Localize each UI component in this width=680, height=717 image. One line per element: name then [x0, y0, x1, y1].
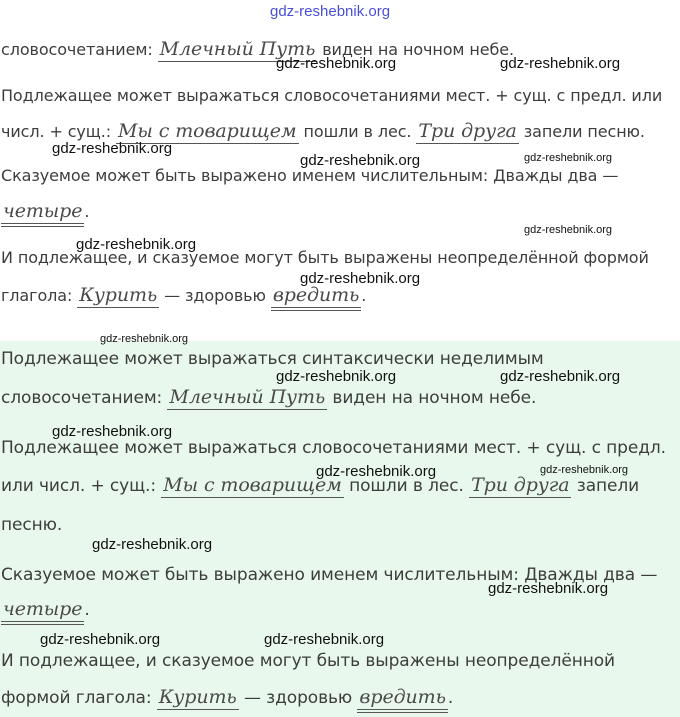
text: — здоровью	[238, 688, 358, 708]
lower-line-2	[1, 386, 536, 410]
watermark: gdz-reshebnik.org	[500, 55, 621, 72]
text: пошли в лес.	[298, 122, 417, 141]
handwritten-subject: Мы с товарищем	[163, 474, 342, 496]
watermark: gdz-reshebnik.org	[52, 423, 173, 440]
text: запели песню.	[518, 122, 645, 141]
handwritten-subject: Млечный Путь	[169, 386, 326, 408]
watermark: gdz-reshebnik.org	[276, 55, 397, 72]
handwritten-subject: Млечный Путь	[159, 38, 316, 60]
watermark: gdz-reshebnik.org	[52, 140, 173, 157]
text: словосочетанием:	[1, 388, 168, 408]
upper-line-2: Подлежащее может выражаться словосочетаниями мест. + сущ. с предл. или	[1, 86, 663, 105]
text: .	[447, 688, 454, 708]
handwritten-subject: Три друга	[418, 120, 517, 142]
watermark: gdz-reshebnik.org	[300, 270, 421, 287]
handwritten-subject: Мы с товарищем	[118, 120, 297, 142]
lower-line-5: песню.	[1, 515, 63, 535]
lower-line-6: Сказуемое может быть выражено именем числительным: Дважды два —	[1, 565, 658, 585]
handwritten-predicate: вредить	[357, 686, 447, 713]
handwritten-predicate: четыре	[1, 598, 84, 625]
handwritten-predicate: вредить	[271, 284, 361, 311]
lower-line-7	[1, 598, 90, 625]
text: пошли в лес.	[343, 476, 470, 496]
upper-line-5	[1, 200, 89, 227]
text: формой глагола:	[1, 688, 157, 708]
lower-line-9	[1, 686, 453, 713]
upper-line-6: И подлежащее, и сказуемое могут быть выражены неопределённой формой	[1, 248, 649, 267]
text: виден на ночном небе.	[327, 388, 537, 408]
text: или числ. + сущ.:	[1, 476, 162, 496]
text: .	[84, 202, 90, 221]
site-watermark-top: gdz-reshebnik.org	[270, 3, 391, 20]
text: запели	[571, 476, 640, 496]
text: глагола:	[1, 286, 78, 305]
text: виден на ночном небе.	[317, 40, 514, 59]
text: числ. + сущ.:	[1, 122, 117, 141]
upper-line-7	[1, 284, 366, 311]
watermark: gdz-reshebnik.org	[300, 152, 421, 169]
lower-line-8: И подлежащее, и сказуемое могут быть выражены неопределённой	[1, 651, 615, 671]
text: — здоровью	[159, 286, 271, 305]
watermark: gdz-reshebnik.org	[524, 224, 613, 236]
watermark: gdz-reshebnik.org	[316, 463, 437, 480]
watermark: gdz-reshebnik.org	[100, 333, 189, 345]
watermark: gdz-reshebnik.org	[40, 631, 161, 648]
lower-line-1: Подлежащее может выражаться синтаксически неделимым	[1, 349, 544, 369]
watermark: gdz-reshebnik.org	[76, 236, 197, 253]
watermark: gdz-reshebnik.org	[276, 368, 397, 385]
watermark: gdz-reshebnik.org	[540, 464, 629, 476]
text: .	[361, 286, 367, 305]
watermark: gdz-reshebnik.org	[500, 368, 621, 385]
watermark: gdz-reshebnik.org	[488, 580, 609, 597]
text: словосочетанием:	[1, 40, 158, 59]
text: .	[84, 600, 90, 620]
watermark: gdz-reshebnik.org	[524, 152, 613, 164]
handwritten-predicate: четыре	[1, 200, 84, 227]
upper-line-4: Сказуемое может быть выражено именем числительным: Дважды два —	[1, 166, 619, 185]
handwritten-subject: Курить	[79, 284, 158, 306]
lower-line-3: Подлежащее может выражаться словосочетаниями мест. + сущ. с предл.	[1, 438, 666, 458]
watermark: gdz-reshebnik.org	[92, 536, 213, 553]
handwritten-subject: Три друга	[471, 474, 570, 496]
watermark: gdz-reshebnik.org	[264, 631, 385, 648]
handwritten-subject: Курить	[158, 686, 237, 708]
upper-line-1	[1, 38, 514, 62]
